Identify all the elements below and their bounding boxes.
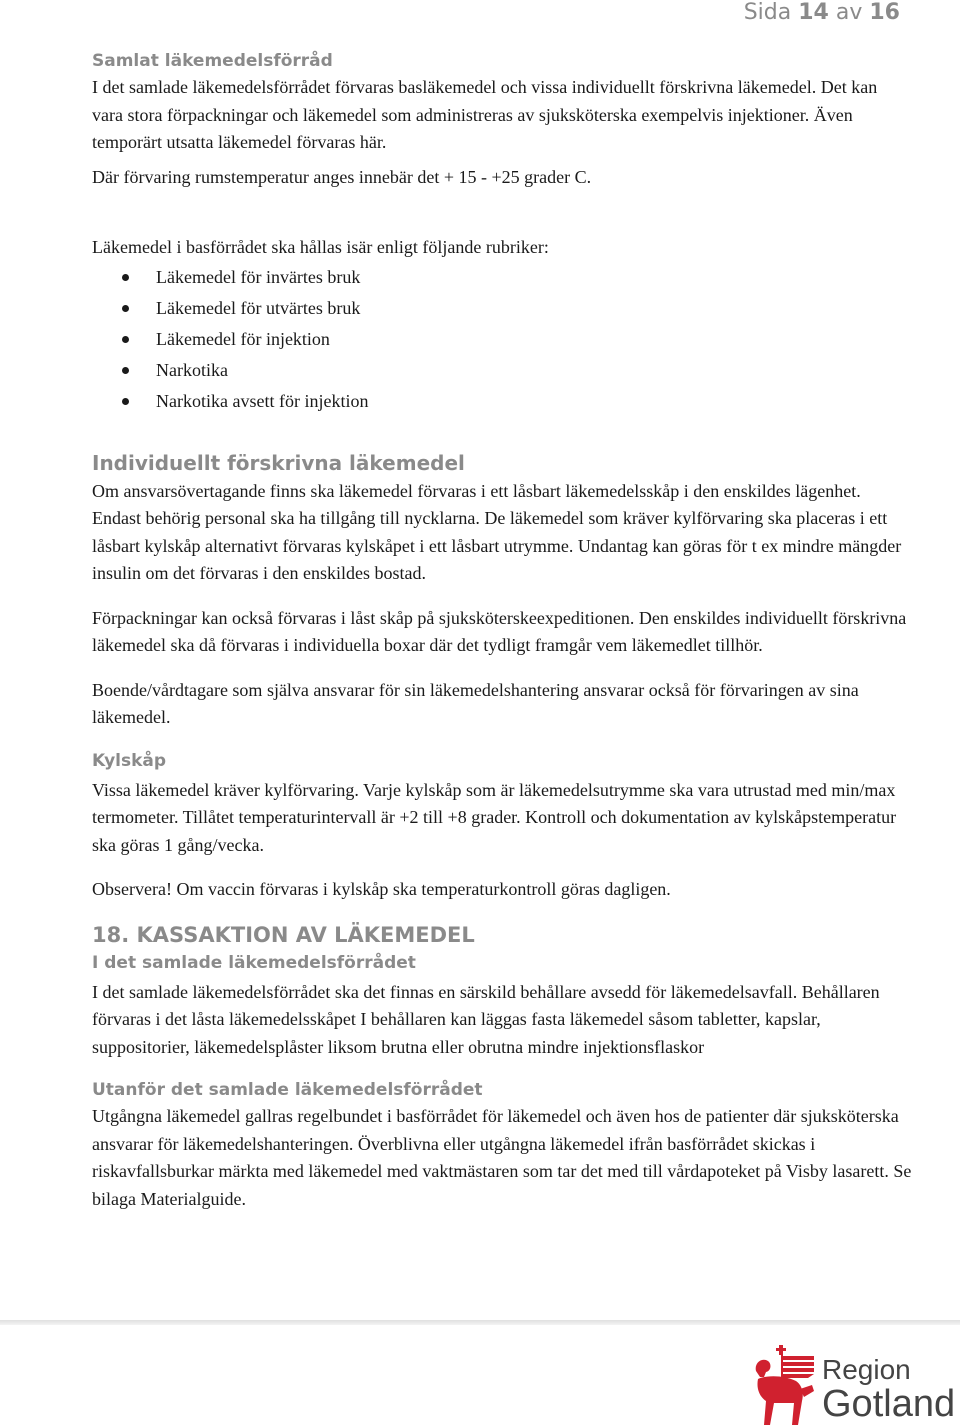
paragraph-individuellt-3: Boende/vårdtagare som själva ansvarar för sin läkemedelshantering ansvarar också för förvaringen av sina läkemedel. (92, 679, 859, 728)
paragraph-samlat-2: Där förvaring rumstemperatur anges innebär det + 15 - +25 grader C. (92, 166, 592, 187)
page-prefix: Sida (743, 0, 792, 25)
page-separator: av (835, 0, 863, 25)
logo-text (822, 1355, 955, 1423)
paragraph-individuellt-2: Förpackningar kan också förvaras i låst skåp på sjuksköterskeexpeditionen. Den enskildes individuellt förskrivna läkemedel ska då förvaras i individuella boxar där det tydligt framgår vem läkemedlet tillhör. (92, 607, 907, 656)
list-item: Läkemedel för invärtes bruk (92, 262, 912, 293)
list-item: Narkotika (92, 355, 912, 386)
subheading-samlat-forrad: I det samlade läkemedelsförrådet (92, 952, 416, 973)
paragraph-kassaktion-2: Utgångna läkemedel gallras regelbundet i basförrådet för läkemedel och även hos de patienter där sjuksköterska ansvarar för läkemedelshanteringen. Överblivna eller utgångna läkemedel ifrån basförrådet skickas i riskavfallsburkar märkta med läkemedel med vaktmästaren som tar det med till vårdapoteket på Visby lasarett. Se bilaga Materialguide. (92, 1106, 912, 1209)
document-body (92, 48, 912, 1213)
logo-text-gotland: Gotland (822, 1383, 956, 1425)
paragraph-samlat-1: I det samlade läkemedelsförrådet förvaras basläkemedel och vissa individuellt förskrivna läkemedel. Det kan vara stora förpackningar och läkemedel som administreras av sjuksköterska exempelvis injektioner. Även temporärt utsatta läkemedel förvaras här. (92, 77, 878, 152)
heading-kassaktion: 18. KASSAKTION AV LÄKEMEDEL (92, 922, 475, 947)
logo-text-region: Region (822, 1354, 911, 1385)
paragraph-kassaktion-1: I det samlade läkemedelsförrådet ska det finnas en särskild behållare avsedd för läkemedelsavfall. Behållaren förvaras i det låsta läkemedelsskåpet I behållaren kan läggas fasta läkemedel såsom tabletter, kapslar, suppositorier, läkemedelsplåster liksom brutna eller obrutna mindre injektionsflaskor (92, 981, 880, 1057)
paragraph-individuellt-1: Om ansvarsövertagande finns ska läkemedel förvaras i ett låsbart läkemedelsskåp i den enskildes lägenhet. Endast behörig personal ska ha tillgång till nycklarna. De läkemedel som kräver kylförvaring ska placeras i ett låsbart kylskåp alternativt förvaras kylskåpet i ett låsbart utrymme. Undantag kan göras för t ex mindre mängder insulin om det förvaras i den enskildes bostad. (92, 480, 902, 584)
paragraph-kylskap-1: Vissa läkemedel kräver kylförvaring. Varje kylskåp som är läkemedelsutrymme ska vara utrustad med min/max termometer. Tillåtet temperaturintervall är +2 till +8 grader. Kontroll och dokumentation av kylskåpstemperatur ska göras 1 gång/vecka. (92, 779, 897, 855)
footer-divider (0, 1320, 960, 1325)
heading-kylskap: Kylskåp (92, 750, 167, 771)
gotland-ram-icon (752, 1345, 818, 1427)
region-gotland-logo (752, 1345, 960, 1427)
page-number (744, 0, 900, 25)
list-item: Läkemedel för injektion (92, 324, 912, 355)
list-item: Läkemedel för utvärtes bruk (92, 293, 912, 324)
storage-category-list (92, 262, 912, 418)
paragraph-samlat-3: Läkemedel i basförrådet ska hållas isär enligt följande rubriker: (92, 237, 549, 257)
page-current: 14 (798, 0, 829, 25)
heading-samlat: Samlat läkemedelsförråd (92, 51, 333, 71)
paragraph-kylskap-2: Observera! Om vaccin förvaras i kylskåp ska temperaturkontroll göras dagligen. (92, 879, 671, 900)
heading-individuellt: Individuellt förskrivna läkemedel (92, 450, 465, 475)
list-item: Narkotika avsett för injektion (92, 386, 912, 417)
page-total: 16 (869, 0, 900, 25)
subheading-utanfor-forrad: Utanför det samlade läkemedelsförrådet (92, 1080, 483, 1101)
